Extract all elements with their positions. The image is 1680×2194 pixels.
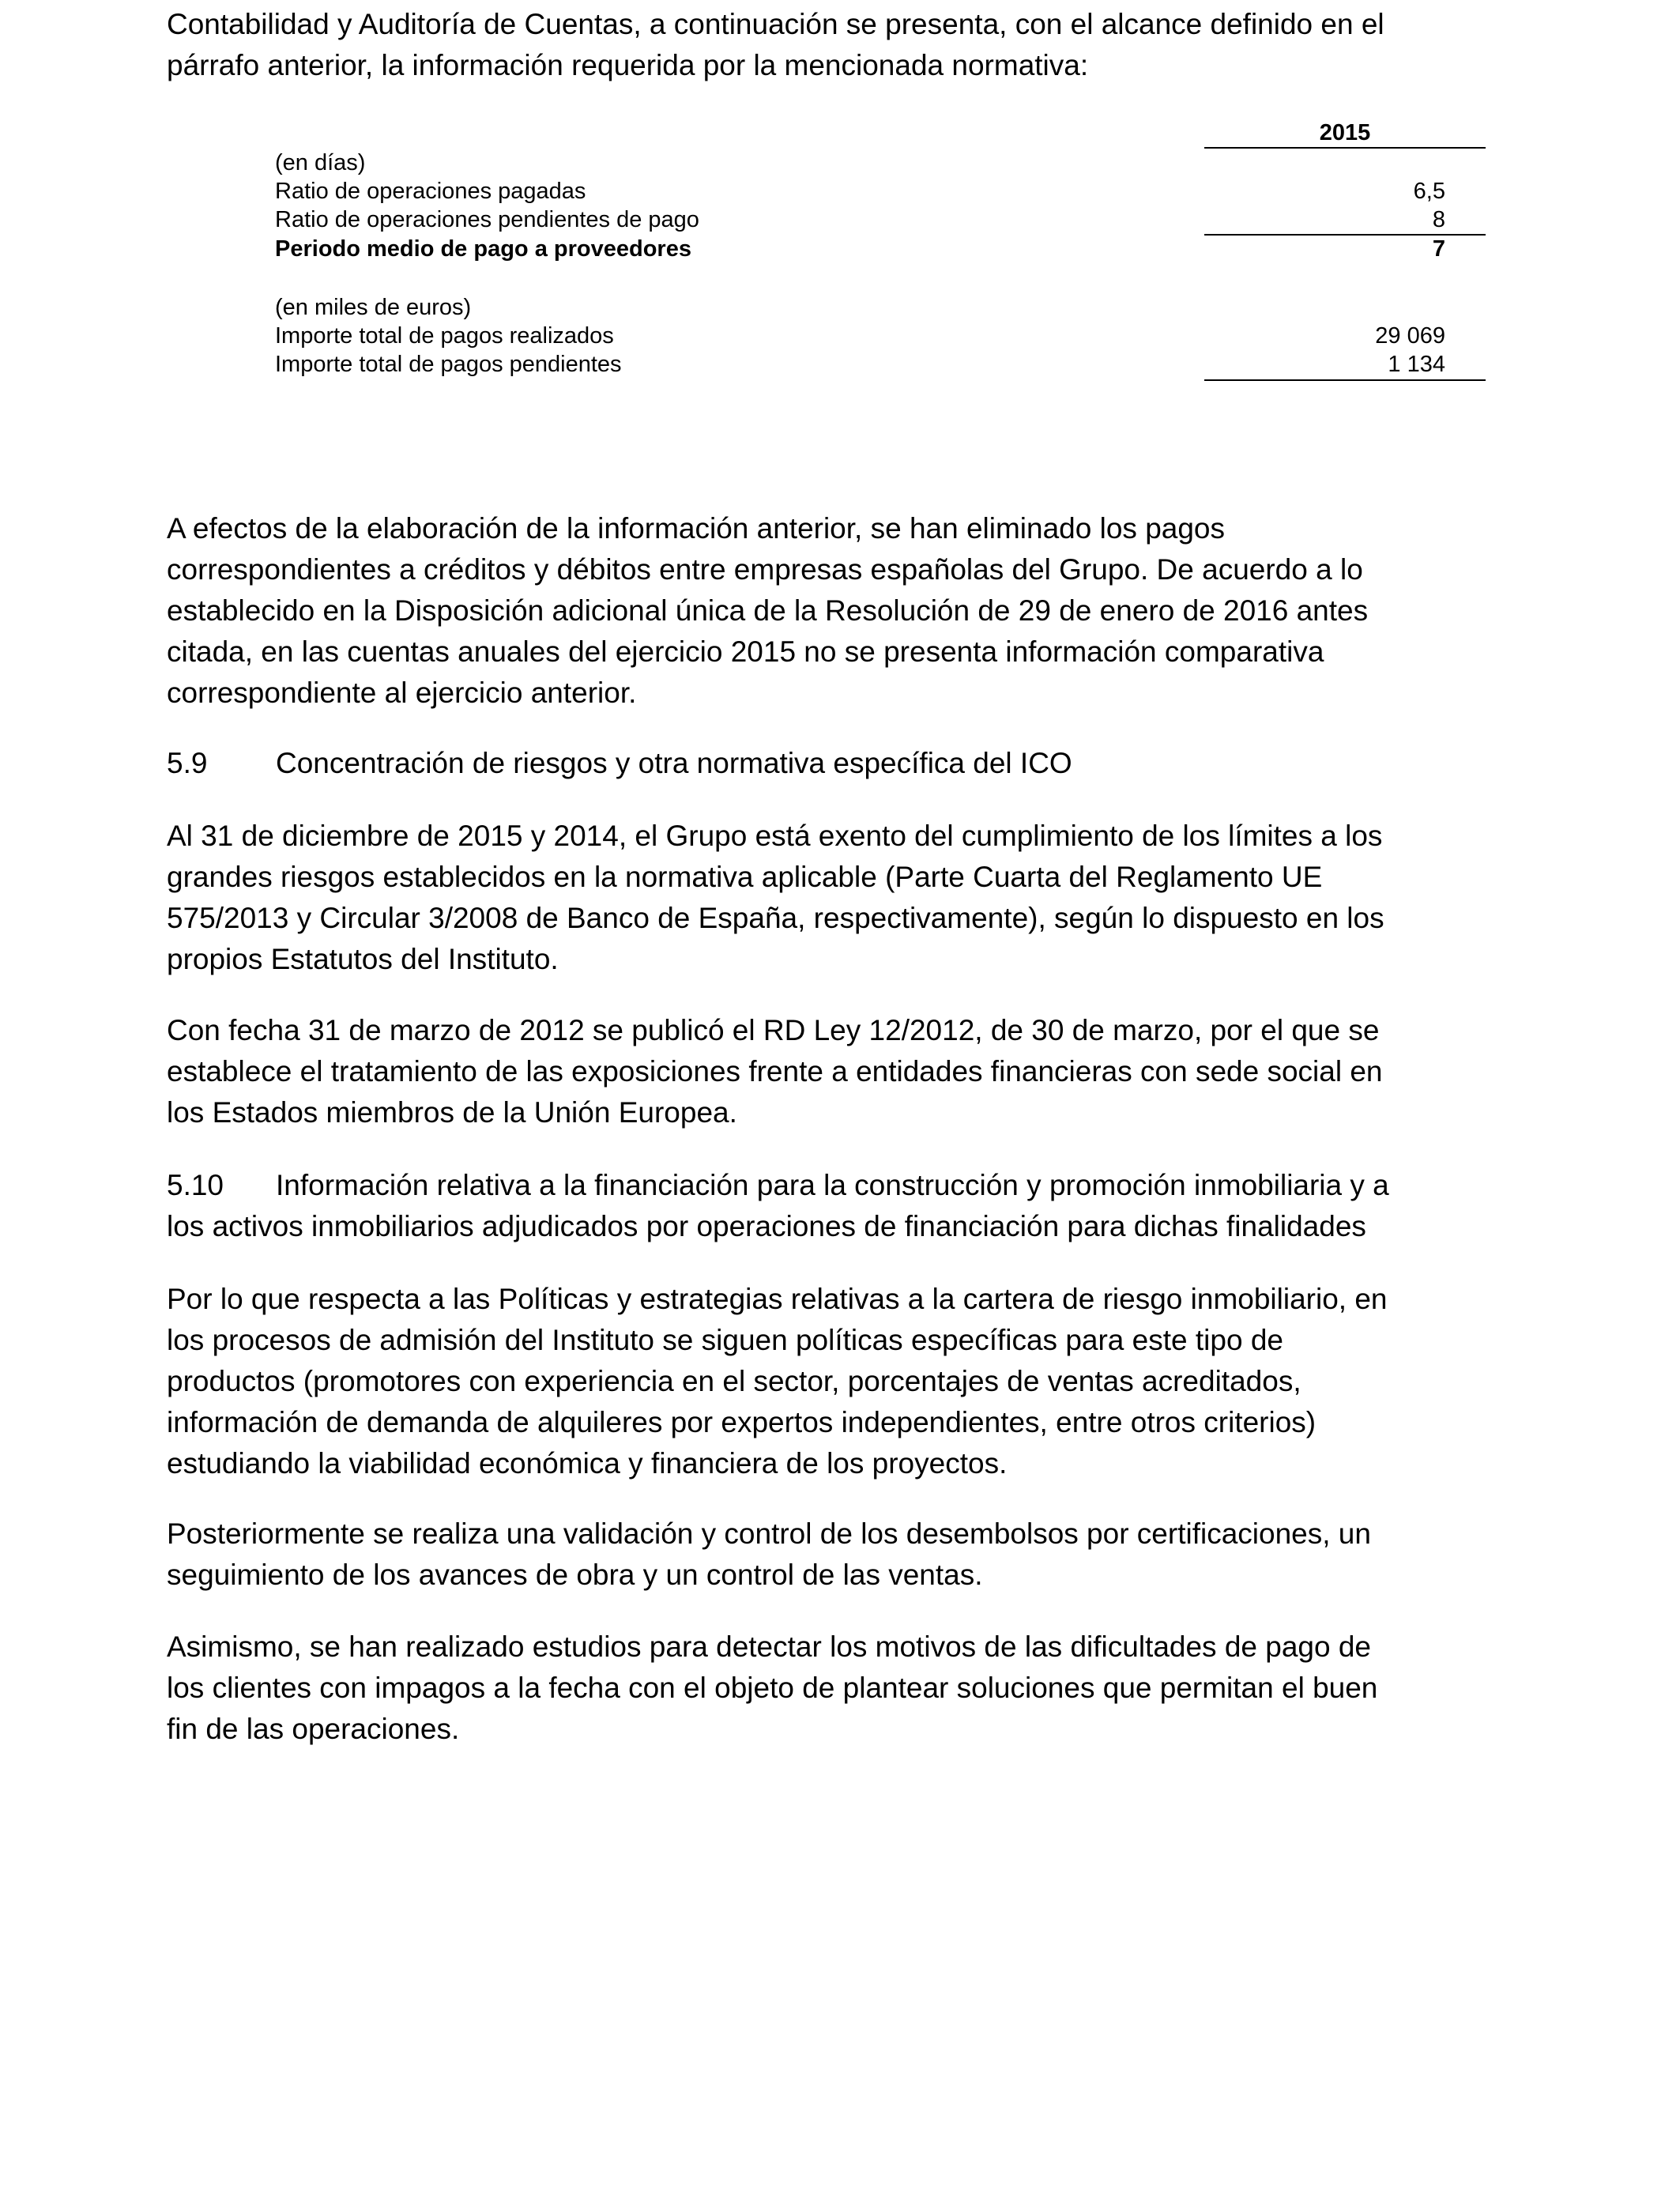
section-title-line1: Información relativa a la financiación para la construcción y promoción inmobiliaria y a	[276, 1169, 1389, 1201]
table-row	[275, 350, 1475, 379]
row-label: Importe total de pagos realizados	[275, 323, 614, 349]
row-label: Ratio de operaciones pendientes de pago	[275, 207, 699, 232]
unit-days-row	[275, 149, 1475, 177]
exemption-paragraph: Al 31 de diciembre de 2015 y 2014, el Grupo está exento del cumplimiento de los límites a los grandes riesgos establecidos en la normativa aplicable (Parte Cuarta del Reglamento UE 575/2013 y Circular 3/2008 de Banco de España, respectivamente), según lo dispuesto en los propios Estatutos del Instituto.	[167, 820, 1384, 975]
table-row	[275, 205, 1475, 234]
section-number: 5.9	[167, 747, 208, 779]
politicas-paragraph: Por lo que respecta a las Políticas y estrategias relativas a la cartera de riesgo inmobiliario, en los procesos de admisión del Instituto se siguen políticas específicas para este tipo de productos (promotores con experiencia en el sector, porcentajes de ventas acreditados, información de demanda de alquileres por expertos independientes, entre otros criterios) estudiando la viabilidad económica y financiera de los proyectos.	[167, 1283, 1388, 1480]
row-label: Periodo medio de pago a proveedores	[275, 236, 691, 262]
section-number: 5.10	[167, 1169, 224, 1201]
table-year-header: 2015	[1319, 120, 1371, 145]
row-value: 8	[1432, 207, 1445, 232]
row-value: 29 069	[1375, 323, 1445, 349]
intro-paragraph: Contabilidad y Auditoría de Cuentas, a continuación se presenta, con el alcance definido en el párrafo anterior, la información requerida por la mencionada normativa:	[167, 8, 1384, 81]
table-row	[275, 177, 1475, 205]
row-label: Importe total de pagos pendientes	[275, 352, 622, 377]
section-5-10-heading	[167, 1165, 1463, 1247]
section-5-9-heading	[167, 743, 1463, 784]
section-title-line2: los activos inmobiliarios adjudicados por operaciones de financiación para dichas finalidades	[167, 1210, 1366, 1242]
section-title: Concentración de riesgos y otra normativa específica del ICO	[276, 747, 1072, 779]
table-header-row	[275, 119, 1475, 147]
table-bottom-rule	[1204, 379, 1486, 381]
efectos-paragraph: A efectos de la elaboración de la información anterior, se han eliminado los pagos correspondientes a créditos y débitos entre empresas españolas del Grupo. De acuerdo a lo establecido en la Disposición adicional única de la Resolución de 29 de enero de 2016 antes citada, en las cuentas anuales del ejercicio 2015 no se presenta información comparativa correspondiente al ejercicio anterior.	[167, 512, 1369, 709]
rd-ley-paragraph: Con fecha 31 de marzo de 2012 se publicó el RD Ley 12/2012, de 30 de marzo, por el que se establece el tratamiento de las exposiciones frente a entidades financieras con sede social en los Estados miembros de la Unión Europea.	[167, 1014, 1383, 1129]
asimismo-paragraph: Asimismo, se han realizado estudios para detectar los motivos de las dificultades de pago de los clientes con impagos a la fecha con el objeto de plantear soluciones que permitan el buen fin de las operaciones.	[167, 1630, 1378, 1745]
posterior-paragraph: Posteriormente se realiza una validación y control de los desembolsos por certificaciones, un seguimiento de los avances de obra y un control de las ventas.	[167, 1517, 1371, 1591]
table-row-total	[275, 235, 1475, 263]
row-value: 7	[1432, 236, 1445, 262]
row-value: 6,5	[1413, 179, 1445, 204]
unit-euros-row	[275, 293, 1475, 322]
row-label: Ratio de operaciones pagadas	[275, 179, 586, 204]
row-value: 1 134	[1388, 352, 1445, 377]
unit-euros-label: (en miles de euros)	[275, 295, 472, 320]
table-row	[275, 322, 1475, 350]
unit-days-label: (en días)	[275, 150, 366, 175]
